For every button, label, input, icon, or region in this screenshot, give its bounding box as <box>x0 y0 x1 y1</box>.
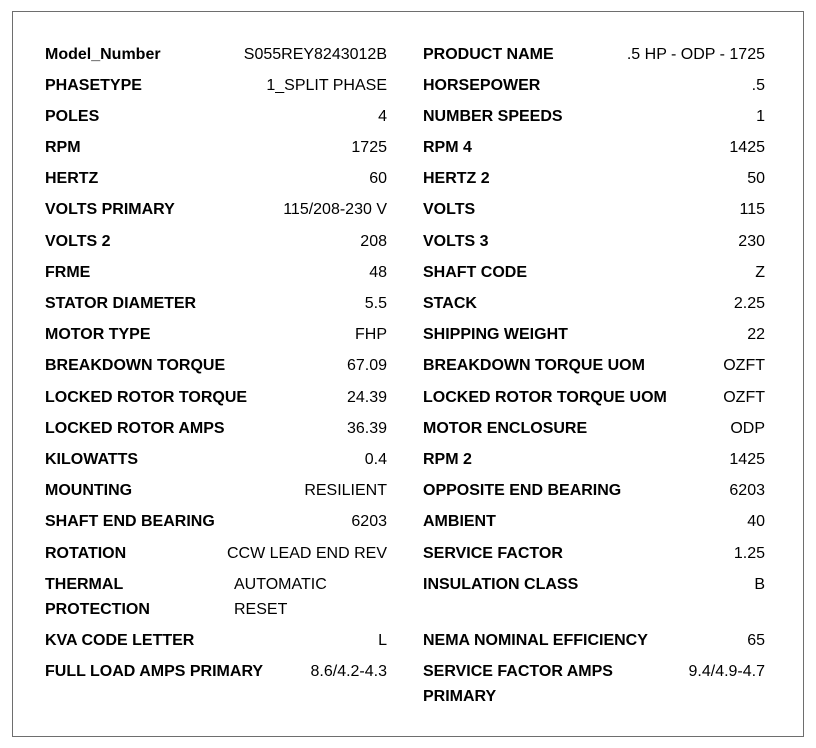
spec-value: OZFT <box>723 389 765 406</box>
spec-label: AMBIENT <box>423 513 496 530</box>
spec-sheet <box>12 11 804 737</box>
spec-value: 115/208-230 V <box>283 201 387 218</box>
spec-value: 1.25 <box>733 545 765 562</box>
spec-value: OZFT <box>723 357 765 374</box>
spec-value: 40 <box>747 513 765 530</box>
spec-value: 1425 <box>729 451 765 468</box>
spec-label: NEMA NOMINAL EFFICIENCY <box>423 632 648 649</box>
spec-label: VOLTS 3 <box>423 233 489 250</box>
spec-value: 115 <box>739 201 765 218</box>
spec-value: CCW LEAD END REV <box>226 545 387 562</box>
spec-value: 1425 <box>729 139 765 156</box>
spec-label: POLES <box>45 108 100 125</box>
spec-value: 22 <box>747 326 765 343</box>
spec-label: RPM 4 <box>423 139 472 156</box>
spec-value: 24.39 <box>346 389 387 406</box>
spec-label: NUMBER SPEEDS <box>423 108 563 125</box>
spec-value: AUTOMATIC RESET <box>234 576 327 618</box>
spec-label: BREAKDOWN TORQUE <box>45 357 226 374</box>
spec-label: LOCKED ROTOR TORQUE UOM <box>423 389 667 406</box>
spec-label: LOCKED ROTOR AMPS <box>45 420 225 437</box>
spec-label: SHAFT END BEARING <box>45 513 215 530</box>
spec-value: 1725 <box>351 139 387 156</box>
spec-value: 5.5 <box>364 295 387 312</box>
spec-label: INSULATION CLASS <box>423 576 579 593</box>
spec-label: PHASETYPE <box>45 77 142 94</box>
spec-value: .5 <box>751 77 765 94</box>
spec-label: SERVICE FACTOR <box>423 545 563 562</box>
spec-label: KVA CODE LETTER <box>45 632 195 649</box>
spec-value: .5 HP - ODP - 1725 <box>626 46 765 63</box>
spec-value: 36.39 <box>346 420 387 437</box>
spec-value: RESILIENT <box>304 482 387 499</box>
spec-value: 8.6/4.2-4.3 <box>310 663 387 680</box>
spec-label: VOLTS <box>423 201 476 218</box>
spec-value: B <box>754 576 765 593</box>
spec-label: STATOR DIAMETER <box>45 295 197 312</box>
spec-value: Z <box>755 264 765 281</box>
spec-label: VOLTS PRIMARY <box>45 201 175 218</box>
spec-label: SHIPPING WEIGHT <box>423 326 568 343</box>
spec-value: ODP <box>730 420 765 437</box>
spec-label: OPPOSITE END BEARING <box>423 482 622 499</box>
spec-value: 60 <box>369 170 387 187</box>
spec-label: THERMAL PROTECTION <box>45 576 150 618</box>
spec-value: 9.4/4.9-4.7 <box>688 663 765 680</box>
spec-label: RPM 2 <box>423 451 472 468</box>
spec-value: 2.25 <box>733 295 765 312</box>
spec-value: FHP <box>355 326 387 343</box>
spec-label: LOCKED ROTOR TORQUE <box>45 389 248 406</box>
spec-label: KILOWATTS <box>45 451 139 468</box>
spec-label: Model_Number <box>45 46 161 63</box>
spec-value: 65 <box>747 632 765 649</box>
spec-value: S055REY8243012B <box>243 46 387 63</box>
spec-value: 4 <box>378 108 387 125</box>
spec-value: 6203 <box>729 482 765 499</box>
spec-label: PRODUCT NAME <box>423 46 554 63</box>
spec-label: SHAFT CODE <box>423 264 527 281</box>
spec-value: 0.4 <box>364 451 387 468</box>
spec-label: MOTOR ENCLOSURE <box>423 420 588 437</box>
spec-value: 208 <box>360 233 387 250</box>
spec-label: HERTZ 2 <box>423 170 490 187</box>
spec-label: BREAKDOWN TORQUE UOM <box>423 357 645 374</box>
spec-value: 1_SPLIT PHASE <box>266 77 387 94</box>
spec-value: 48 <box>369 264 387 281</box>
spec-value: 67.09 <box>346 357 387 374</box>
spec-value: 6203 <box>351 513 387 530</box>
spec-value: 230 <box>738 233 765 250</box>
spec-label: SERVICE FACTOR AMPS PRIMARY <box>423 663 613 705</box>
spec-label: VOLTS 2 <box>45 233 111 250</box>
spec-label: MOUNTING <box>45 482 133 499</box>
spec-label: HORSEPOWER <box>423 77 541 94</box>
spec-label: FRME <box>45 264 91 281</box>
spec-label: ROTATION <box>45 545 127 562</box>
spec-label: MOTOR TYPE <box>45 326 151 343</box>
spec-label: RPM <box>45 139 81 156</box>
spec-label: HERTZ <box>45 170 99 187</box>
spec-value: 1 <box>756 108 765 125</box>
spec-label: STACK <box>423 295 477 312</box>
spec-value: L <box>378 632 387 649</box>
spec-value: 50 <box>747 170 765 187</box>
spec-label: FULL LOAD AMPS PRIMARY <box>45 663 264 680</box>
